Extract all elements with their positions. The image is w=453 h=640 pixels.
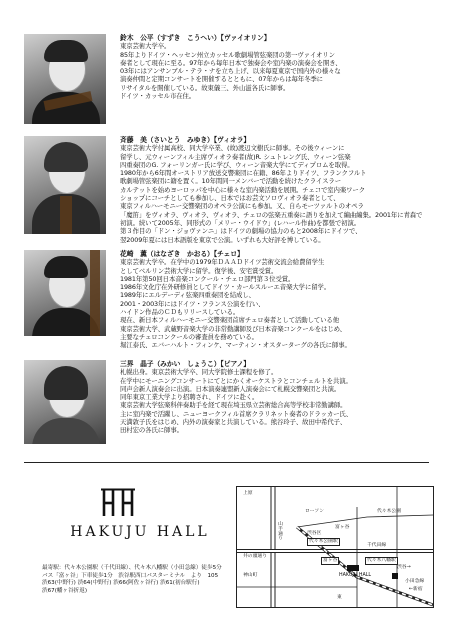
bio-saito <box>120 136 434 244</box>
bio-line: カルテットを始めヨーロッパを中心に様々な室内楽活動を展開。チェコで室内楽ワーク <box>120 185 366 194</box>
profile-cello <box>24 250 434 350</box>
map-label: 神山町 <box>243 573 258 578</box>
bio-line: 「魔笛」をヴィオラ、ヴィオラ、ヴィオラ、チェロの弦楽五重奏に語りを加えて編曲編集。2001年に青森で <box>120 210 423 219</box>
bio-line: 演奏仲間と定期コンサートを開催するとともに、07年からは毎年冬季に <box>120 75 323 84</box>
bio-line: 第３作目の「ドン・ジョヴァンニ」はドイツの劇場の協力のもと2008年にドイツで、 <box>120 227 362 236</box>
profile-violin <box>24 34 434 126</box>
map-label: HAKUJU HALL <box>339 573 372 578</box>
access-line: 渋63(中野行) 渋64(中野行) 渋66(阿佐ヶ谷行) 渋61(初台駅行) <box>42 580 200 587</box>
section-divider <box>24 462 429 463</box>
bio-line: 田村宏の各氏に師事。 <box>120 426 183 435</box>
bio-line: ハイドン作品のＣＤもリリースしている。 <box>120 308 240 317</box>
map-label: 代々木八幡駅 <box>367 558 396 563</box>
bio-line: 03年にはアンサンブル・テラ・ナを立ち上げ、以来毎夏東京で国内外の様々な <box>120 67 341 76</box>
access-map <box>236 486 434 608</box>
map-label: ←新宿 <box>409 587 423 592</box>
profile-viola <box>24 136 434 248</box>
bio-line: 東京芸術大学卒。在学中の1979年ＤＡＡＤドイツ芸術交流会給費留学生 <box>120 258 325 267</box>
portrait-photo-suzuki <box>24 34 106 124</box>
bio-line: 翌2009年夏には日本語版を東京で公演。いずれも大好評を博している。 <box>120 235 325 244</box>
bio-line: ドイツ・カッセル市在住。 <box>120 92 196 101</box>
map-label: 富ヶ谷 <box>323 558 338 563</box>
bio-hanazaki <box>120 250 434 350</box>
bio-line: 東京芸術大学弦楽科伴奏助手を経て現在埼玉県立芸術総合高等学校非常勤講師。 <box>120 401 347 410</box>
bio-suzuki <box>120 34 434 100</box>
map-label: 富ヶ谷 <box>335 525 350 530</box>
map-label: 渋谷区 <box>307 531 322 536</box>
hall-marker <box>347 565 359 571</box>
bio-line: 1986年文化庁在外研修員としてドイツ・カールスルーエ音楽大学に留学。 <box>120 283 331 292</box>
portrait-photo-mikai <box>24 360 106 444</box>
bio-line: 東京フィルハーモニー交響楽団のオペラ公演にも参加。又、自らモーツァルトのオペラ <box>120 202 364 211</box>
access-line: バス「富ヶ谷」下車徒歩1分 渋谷駅西口バスターミナル より 105 <box>42 572 219 579</box>
bio-line: 1981年第50回日本音楽コンクール・チェロ部門第３位受賞。 <box>120 274 295 283</box>
bio-line: リサイタルを開催している。故東儀三、外山滋各氏に師事。 <box>120 83 290 92</box>
bio-line: としてベルリン芸術大学に留学。復学後、安宅賞受賞。 <box>120 266 278 275</box>
bio-line: 在学中にモーニングコンサートにてとにかくオーケストラとコンチェルトを共演。 <box>120 376 352 385</box>
bio-line: 1989年にエルデーディ弦楽四重奏団を結成し、 <box>120 291 255 300</box>
bio-line: 2001・2003年にはドイツ・フランス公演を行い、 <box>120 299 265 308</box>
bio-line: 同年東京工業大学より招聘され、ドイツに赴く。 <box>120 393 259 402</box>
access-line: 渋67(幡ヶ谷折返) <box>42 587 88 594</box>
bio-line: 85年よりドイツ・ヘッセン州立カッセル歌劇場管弦楽団の第一ヴァイオリン <box>120 50 335 59</box>
performer-name: 花崎 薫（はなざき かおる）【チェロ】 <box>120 250 244 258</box>
bio-mikai <box>120 360 434 435</box>
portrait-photo-saito <box>24 136 106 234</box>
bio-line: 主要なチェロコンクールの審査員を務めている。 <box>120 332 258 341</box>
bio-line: 奏者として現在に至る。97年から毎年日本で独奏会や室内楽の演奏会を開き、 <box>120 58 342 67</box>
map-label: 渋谷→ <box>397 565 411 570</box>
bio-line: 東京芸術大学、武蔵野音楽大学の非常勤講師及び日本音楽コンクールをはじめ、 <box>120 324 346 333</box>
bio-line: 1980年から6年間オーストリア放送交響楽団に在籍、86年よりドイツ、フランクフルト <box>120 169 367 178</box>
performer-name: 三界 晶子（みかい しょうこ）【ピアノ】 <box>120 360 250 368</box>
profile-piano <box>24 360 434 452</box>
bio-line: 東京芸術大学卒。 <box>120 42 171 51</box>
bio-line: 堀江泰氏、エバーハルト・フィンケ、マーティン・オスターターグの各氏に師事。 <box>120 341 351 350</box>
bio-line: 同声会新人演奏会に出演。日本演奏連盟新人演奏会にて札幌交響楽団と共演。 <box>120 384 341 393</box>
portrait-photo-hanazaki <box>24 250 106 336</box>
performer-name: 斉藤 美（さいとう みゆき）【ヴィオラ】 <box>120 136 251 144</box>
bio-line: 歌劇場管弦楽団に籍を置く。10年間同一メンバーで活動を続けたクライスラー <box>120 177 341 186</box>
bio-line: 札幌出身。東京芸術大学卒、同大学院修士課程を修了。 <box>120 368 278 377</box>
map-label: ローソン <box>305 509 324 514</box>
access-line: 最寄駅：代々木公園駅（千代田線）、代々木八幡駅（小田急線）徒歩5分 <box>42 565 222 571</box>
map-label: 千代田線 <box>367 543 387 548</box>
bio-line: 東京芸術大学付属高校、同大学卒業、(故)渡辺文樹氏に師事。その後ウィーンに <box>120 144 345 153</box>
map-label: 東 <box>337 595 342 600</box>
map-label: 小田急線 <box>405 579 425 584</box>
bio-line: 留学し、元ウィーンフィル主席ヴィオラ奏者(故)R. シュトレング氏、ウィーン弦楽 <box>120 152 351 161</box>
bio-line: 天満敦子氏をはじめ、内外の演奏家と共演している。熊谷玲子、故田中希代子、 <box>120 418 347 427</box>
hakuju-hall-logo-icon <box>100 488 136 518</box>
bio-line: 四重奏団のG. フォーリンガー氏に学び、ウィーン音楽大学にてディプロムを取得。 <box>120 160 354 169</box>
map-roads <box>237 487 433 607</box>
bio-line: ショップにコーチとしても参加し、日本ではお芸文ソロヴィオラ奏者として、 <box>120 194 340 203</box>
map-label: 代々木公園 <box>377 509 401 514</box>
bio-line: 初演。続いて2005年、同形式の「メリー・ウイドウ」(レハール作曲)を都張で初演。 <box>120 218 361 227</box>
map-label: 山手通り <box>277 521 282 541</box>
map-label: 井の頭通り <box>243 554 267 559</box>
bio-line: 現在、新日本フィルハーモニー交響楽団首席チェロ奏者として活動している他 <box>120 316 340 325</box>
access-info <box>42 565 262 595</box>
venue-name: HAKUJU HALL <box>70 524 210 540</box>
bio-line: 主に室内楽で活躍し、ニューヨークフィル首席クラリネット奏者のドラッカー氏、 <box>120 409 352 418</box>
map-label: 上原 <box>243 491 253 496</box>
map-label: 代々木公園駅 <box>309 539 338 544</box>
performer-name: 鈴木 公平（すずき こうへい）【ヴァイオリン】 <box>120 34 271 42</box>
